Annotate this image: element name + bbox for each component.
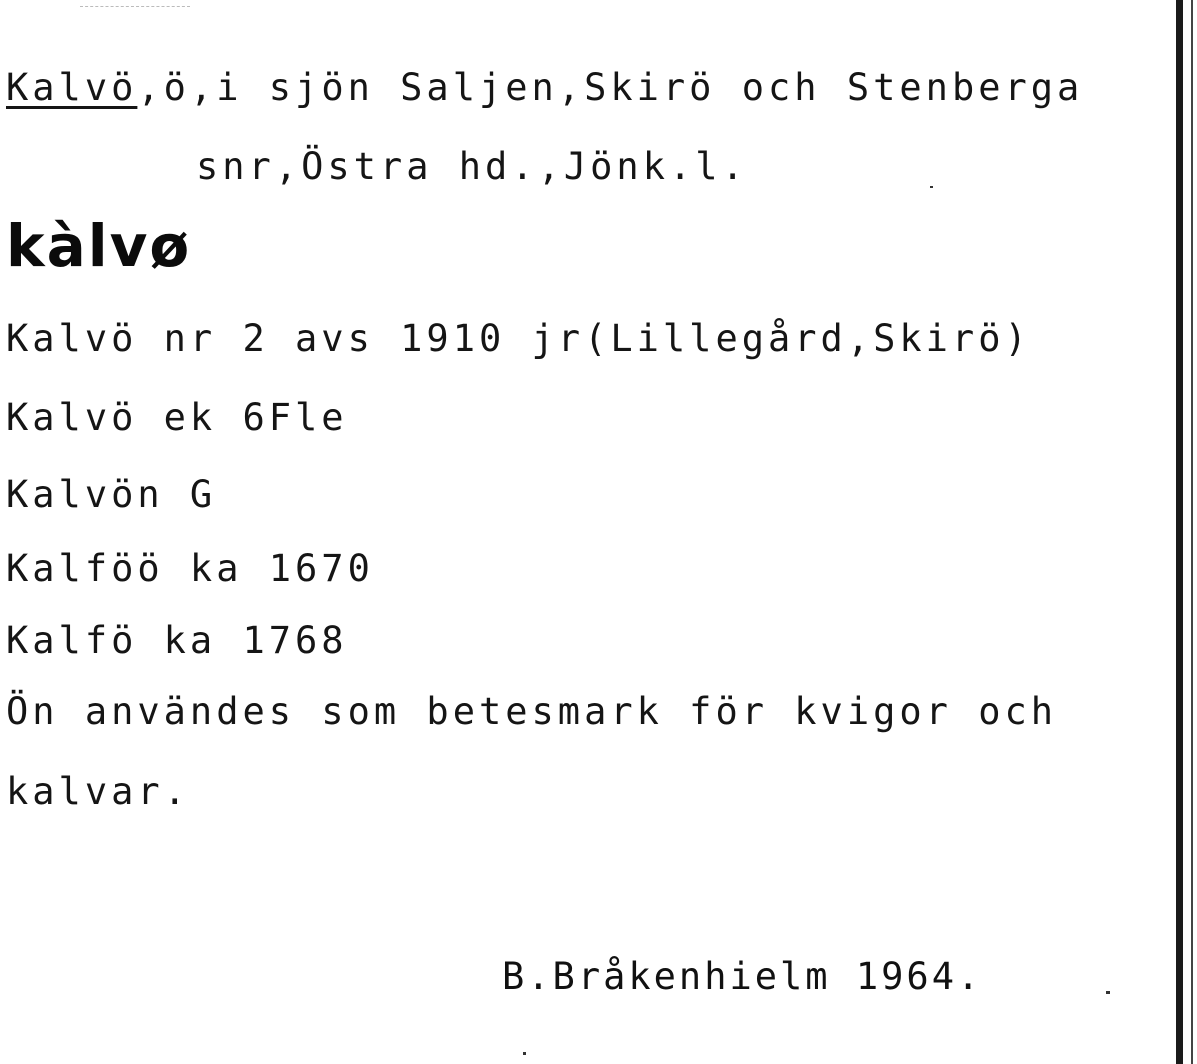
- signature: B.Bråkenhielm 1964.: [502, 955, 983, 998]
- scan-speck: [1106, 991, 1110, 994]
- card-edge-shadow: [1176, 0, 1183, 1064]
- entry-line-4: Kalföö ka 1670: [6, 547, 374, 590]
- header-location: ,ö,i sjön Saljen,Skirö och Stenberga: [137, 66, 1084, 109]
- phonetic-transcription: kàlvø: [6, 212, 192, 280]
- entry-line-1: Kalvö nr 2 avs 1910 jr(Lillegård,Skirö): [6, 317, 1031, 360]
- headword: Kalvö: [6, 66, 138, 109]
- scan-specks: [80, 6, 190, 9]
- header-line-2: snr,Östra hd.,Jönk.l.: [196, 145, 748, 188]
- header-line-1: [6, 66, 1083, 109]
- note-line-1: Ön användes som betesmark för kvigor och: [6, 690, 1058, 733]
- scan-speck: [523, 1052, 526, 1055]
- scan-speck: [930, 186, 933, 188]
- entry-line-2: Kalvö ek 6Fle: [6, 396, 348, 439]
- entry-line-3: Kalvön G: [6, 473, 217, 516]
- card-edge-line: [1191, 0, 1193, 1064]
- entry-line-5: Kalfö ka 1768: [6, 619, 348, 662]
- note-line-2: kalvar.: [6, 770, 190, 813]
